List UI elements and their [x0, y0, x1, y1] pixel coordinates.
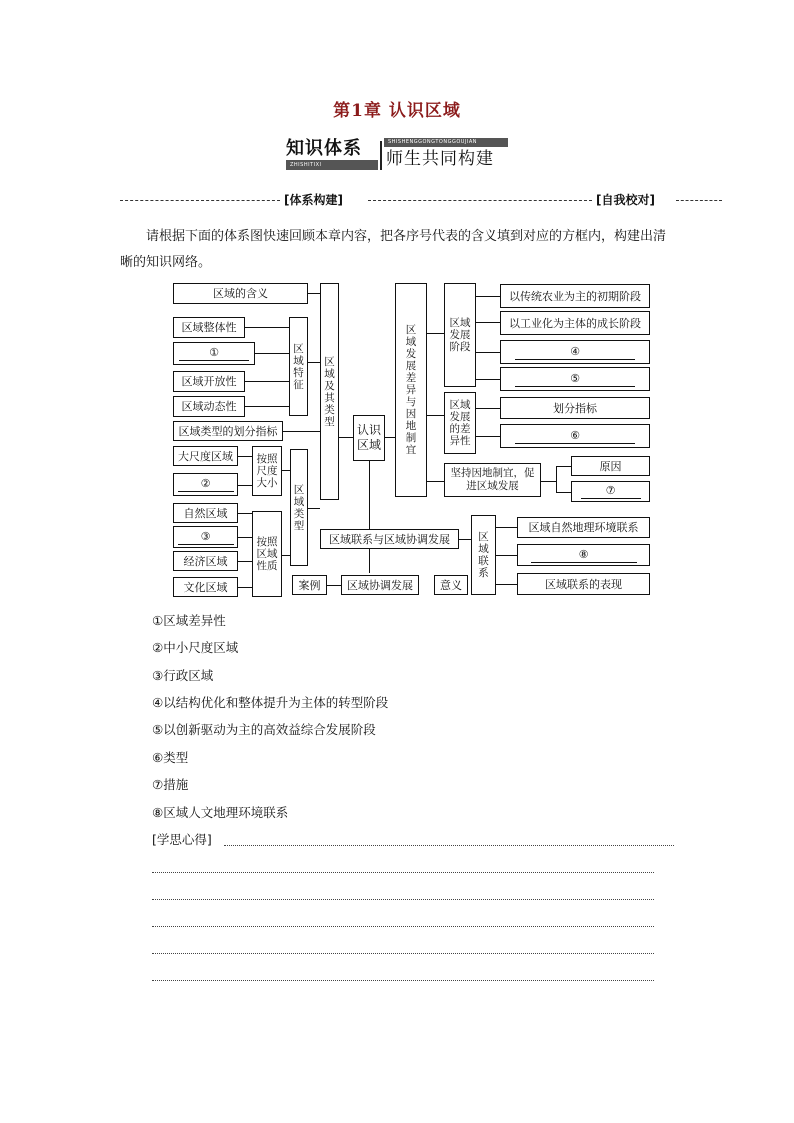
blank-1: ①: [179, 346, 249, 361]
box-link: [471, 515, 496, 595]
box-stage: [444, 283, 476, 387]
box-region-open: 区域开放性: [173, 371, 245, 392]
diff-label: 区域发展差异与因地制宜: [405, 324, 417, 456]
box-by-scale: [252, 446, 282, 496]
box-case: 案例: [292, 575, 327, 595]
blank-2: ②: [178, 477, 234, 492]
stage-label: 区域发展阶段: [449, 317, 471, 353]
answer-3: ③行政区域: [152, 668, 214, 683]
intro-text: 请根据下面的体系图快速回顾本章内容，把各序号代表的含义填到对应的方框内，构建出清晰的知识网络。: [120, 229, 667, 270]
notes-line[interactable]: [152, 926, 654, 927]
box-blank-7: [571, 481, 650, 502]
banner-left: [286, 138, 378, 172]
box-blank-8: [517, 544, 650, 566]
box-coord: 区域协调发展: [341, 575, 419, 595]
blank-6: ⑥: [515, 429, 635, 444]
box-blank-2: [173, 473, 238, 496]
notes-line[interactable]: [152, 872, 654, 873]
notes-line[interactable]: [152, 899, 654, 900]
banner-divider: [380, 141, 382, 170]
answer-4: ④以结构优化和整体提升为主体的转型阶段: [152, 695, 389, 710]
blank-3: ③: [178, 530, 234, 545]
answer-1: ①区域差异性: [152, 613, 226, 628]
box-diff: [395, 283, 427, 497]
region-and-type-label: 区域及其类型: [324, 355, 335, 428]
difference-label: 区域发展的差异性: [449, 399, 471, 447]
box-nat-link: 区域自然地理环境联系: [517, 517, 650, 538]
blank-4: ④: [515, 345, 635, 360]
notes-line[interactable]: [224, 845, 674, 846]
by-nature-label: 按照区域性质: [256, 536, 278, 572]
region-feature-label: 区域特征: [293, 342, 304, 391]
box-blank-6: [500, 424, 650, 448]
banner-right-pinyin: SHISHENGGONGTONGGOUJIAN: [388, 139, 478, 145]
link-label: 区域联系: [478, 531, 489, 579]
answer-7: ⑦措施: [152, 777, 189, 792]
box-region-dynamic: 区域动态性: [173, 396, 245, 417]
banner-right-title: 师生共同构建: [386, 149, 494, 169]
notes-label: [学思心得]: [152, 832, 212, 847]
box-blank-4: [500, 340, 650, 364]
center-label: 认识区域: [356, 423, 381, 452]
box-by-nature: [252, 511, 282, 597]
box-stage-2: 以工业化为主体的成长阶段: [500, 311, 650, 335]
section-dash-left: [120, 200, 280, 201]
answer-8: ⑧区域人文地理环境联系: [152, 805, 289, 820]
answer-6: ⑥类型: [152, 750, 189, 765]
banner-left-title: 知识体系: [286, 138, 362, 159]
box-cultural: 文化区域: [173, 577, 238, 597]
box-difference: [444, 392, 476, 454]
section-dash-right: [676, 200, 722, 201]
box-economic: 经济区域: [173, 551, 238, 571]
section-banner: [286, 138, 510, 172]
box-region-whole: 区域整体性: [173, 317, 245, 338]
box-stage-1: 以传统农业为主的初期阶段: [500, 284, 650, 308]
box-region-type: [290, 449, 308, 566]
answer-2: ②中小尺度区域: [152, 640, 239, 655]
notes-line[interactable]: [152, 953, 654, 954]
box-center: [353, 415, 385, 461]
notes-line[interactable]: [152, 980, 654, 981]
box-blank-1: [173, 342, 255, 365]
section-dash-mid: [368, 200, 592, 201]
box-adhere: 坚持因地制宜，促进区域发展: [444, 463, 541, 497]
box-meaning: 意义: [434, 575, 468, 595]
blank-8: ⑧: [531, 548, 637, 563]
box-type-index: 区域类型的划分指标: [173, 421, 283, 441]
section-left-label: [体系构建]: [284, 193, 343, 207]
blank-7: ⑦: [581, 484, 641, 499]
by-scale-label: 按照尺度大小: [256, 453, 278, 489]
answer-5: ⑤以创新驱动为主的高效益综合发展阶段: [152, 722, 376, 737]
box-natural: 自然区域: [173, 503, 238, 523]
box-link-coord: 区域联系与区域协调发展: [320, 529, 459, 549]
chapter-title: 第1章 认识区域: [333, 101, 461, 121]
region-type-label: 区域类型: [293, 483, 305, 532]
box-division: 划分指标: [500, 397, 650, 419]
box-region-and-type: [320, 283, 339, 500]
box-region-meaning: 区域的含义: [173, 283, 308, 304]
banner-left-pinyin: ZHISHITIXI: [290, 162, 322, 168]
box-link-show: 区域联系的表现: [517, 573, 650, 595]
section-right-label: [自我校对]: [596, 193, 655, 207]
box-region-feature: [289, 317, 308, 416]
box-large-scale: 大尺度区域: [173, 446, 238, 466]
box-reason: 原因: [571, 456, 650, 476]
box-blank-3: [173, 526, 238, 548]
box-blank-5: [500, 367, 650, 391]
blank-5: ⑤: [515, 372, 635, 387]
